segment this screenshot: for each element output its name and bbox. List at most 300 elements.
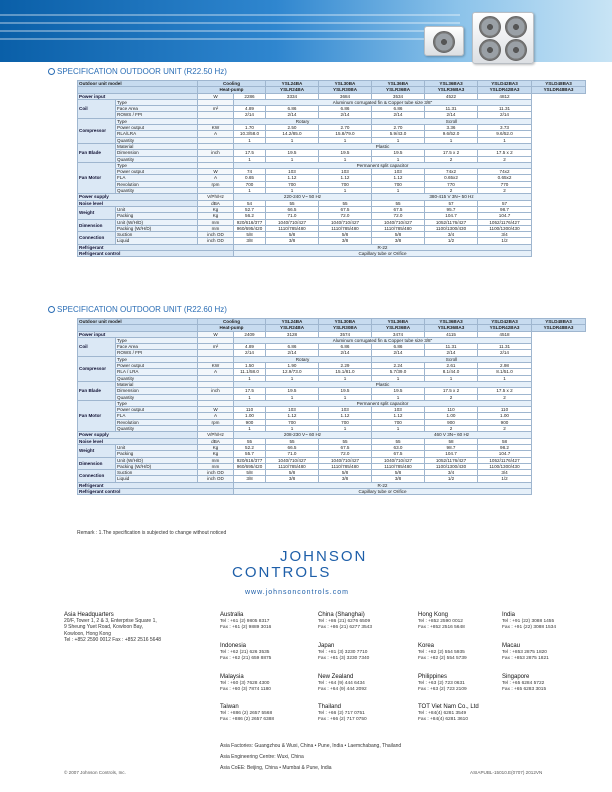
cell: 2	[478, 394, 532, 400]
cell: 9.6/52.0	[478, 131, 532, 137]
remark-text: Remark : 1.The specification is subjected to change without noticed	[77, 530, 227, 536]
cell: YSL30BA	[319, 319, 372, 325]
cell: rpm	[198, 419, 234, 425]
cell: 1.70	[234, 125, 266, 131]
cell: 58	[425, 438, 478, 444]
cell: Refrigerant	[78, 244, 234, 250]
cell: 960/695/420	[234, 225, 266, 231]
cell: YSL36BA3	[425, 319, 478, 325]
cell: 700	[319, 181, 372, 187]
cell: 2/14	[319, 350, 372, 356]
cell: YSL24BA	[266, 81, 319, 87]
cell: 3/8	[266, 238, 319, 244]
office-block: Malaysia Tel : +60 (3) 7628 4300 Fax : +60 (3) 7874 1180	[220, 674, 271, 692]
cell: 1	[319, 156, 372, 162]
cell: 1	[319, 375, 372, 381]
cell: 52.7	[234, 206, 266, 212]
cell: 2.70	[319, 125, 372, 131]
cell: 95.7	[425, 206, 478, 212]
cell: Quantity	[116, 156, 198, 162]
cell: 11.31	[478, 106, 532, 112]
cell: 2/14	[425, 112, 478, 118]
cell: Power supply	[78, 432, 198, 438]
asia-coee: Asia CoEE: Beijing, China • Mumbai & Pune, India	[220, 765, 332, 771]
cell: inch OD	[198, 470, 234, 476]
cell: mm	[198, 457, 234, 463]
cell: Unit (W/H/D)	[116, 457, 198, 463]
section-title-60hz: SPECIFICATION OUTDOOR UNIT (R22.60 Hz)	[48, 305, 227, 314]
cell: 1040/710/427	[266, 219, 319, 225]
cell: 2/14	[234, 350, 266, 356]
cell: 104.7	[478, 213, 532, 219]
cell: Revolution	[116, 419, 198, 425]
cell: 1040/710/427	[319, 457, 372, 463]
cell: inch	[198, 388, 234, 394]
cell: 110	[425, 407, 478, 413]
cell: 2	[425, 156, 478, 162]
cell: 3/4	[478, 232, 532, 238]
cell: KW	[198, 125, 234, 131]
cell: 700	[372, 419, 425, 425]
cell: Fan Motor	[78, 162, 116, 193]
cell: mm	[198, 225, 234, 231]
cell: Dimension	[116, 150, 198, 156]
cell: Connection	[78, 232, 116, 245]
cell: Type	[116, 337, 198, 343]
cell: 2/14	[234, 112, 266, 118]
cell: YSL36BA	[372, 81, 425, 87]
cell: V/Ph/Hz	[198, 432, 234, 438]
cell: A	[198, 369, 234, 375]
cell: 2	[478, 156, 532, 162]
cell: 19.5	[372, 150, 425, 156]
cell: Capillary tube or Orifice	[234, 489, 532, 495]
cell: 66.5	[266, 206, 319, 212]
cell: Kg	[198, 444, 234, 450]
cell: YSLDR42BA3	[478, 87, 532, 93]
cell: 55	[234, 438, 266, 444]
cell: Fan Blade	[78, 381, 116, 400]
cell: YSLD48BA3	[532, 81, 586, 87]
cell: 110	[234, 407, 266, 413]
cell: Packing (W/H/D)	[116, 463, 198, 469]
cell: mm	[198, 219, 234, 225]
cell: Liquid	[116, 476, 198, 482]
cell: 2/14	[372, 112, 425, 118]
cell: dBA	[198, 438, 234, 444]
cell: 1110/785/480	[266, 463, 319, 469]
cell: 1	[372, 156, 425, 162]
office-block: Thailand Tel : +66 (2) 717 0751 Fax : +66 (2) 717 0750	[318, 704, 367, 722]
cell: 17.5	[234, 388, 266, 394]
cell: KW	[198, 363, 234, 369]
cell: 6.86	[372, 344, 425, 350]
cell: 900	[478, 419, 532, 425]
cell: 3/4	[425, 470, 478, 476]
cell: 3574	[319, 331, 372, 337]
cell: 57	[425, 200, 478, 206]
cell: Kg	[198, 451, 234, 457]
cell: 104.7	[478, 451, 532, 457]
cell: Scroll	[372, 118, 532, 124]
cell: 19.5	[319, 388, 372, 394]
cell: 900	[234, 419, 266, 425]
cell: A	[198, 413, 234, 419]
cell: Aluminum corrugated fin & Copper tube size 3/8"	[234, 337, 532, 343]
cell: W	[198, 93, 234, 99]
cell: m²	[198, 344, 234, 350]
cell: Power supply	[78, 194, 198, 200]
cell: YSL30BA	[319, 81, 372, 87]
cell: 66.5	[266, 444, 319, 450]
cell: Compressor	[78, 356, 116, 381]
cell: mm	[198, 463, 234, 469]
cell: inch OD	[198, 232, 234, 238]
office-block: Singapore Tel : +65 6284 5722 Fax : +65 6283 3015	[502, 674, 547, 692]
cell: 4522	[425, 93, 478, 99]
cell: ROWS / FPI	[116, 112, 198, 118]
cell: Power output	[116, 363, 198, 369]
cell: 4115	[425, 331, 478, 337]
cell: 8.1/44.0	[425, 369, 478, 375]
cell: 2.24	[372, 363, 425, 369]
cell: 5/8	[319, 232, 372, 238]
cell: 1.90	[266, 363, 319, 369]
cell: rpm	[198, 181, 234, 187]
cell: ROWS / FPI	[116, 350, 198, 356]
cell: 17.5 x 2	[425, 150, 478, 156]
cell: 56.2	[234, 213, 266, 219]
cell: Packing (W/H/D)	[116, 225, 198, 231]
cell: Power output	[116, 407, 198, 413]
cell: 54	[234, 200, 266, 206]
cell: 55.7	[234, 451, 266, 457]
cell: 5.9/43.0	[372, 131, 425, 137]
cell: Type	[116, 118, 198, 124]
cell: 2.29	[319, 363, 372, 369]
cell: 1	[319, 137, 372, 143]
cell: 1.00	[425, 413, 478, 419]
office-block: Indonesia Tel : +62 (21) 626 3535 Fax : +62 (21) 659 8875	[220, 643, 272, 661]
cell: Type	[116, 400, 198, 406]
cell: 1.12	[319, 175, 372, 181]
cell: Power input	[78, 331, 198, 337]
cell: 1110/785/480	[319, 225, 372, 231]
cell: 103	[266, 407, 319, 413]
cell: 103	[319, 407, 372, 413]
cell: 55	[372, 438, 425, 444]
cell: Plastic	[234, 143, 532, 149]
cell: 5/8	[234, 232, 266, 238]
cell: inch OD	[198, 476, 234, 482]
cell: 6.86	[319, 344, 372, 350]
cell: YSL24BA	[266, 319, 319, 325]
cell: YSLR36BA3	[425, 325, 478, 331]
cell: 1100/1300/430	[478, 463, 532, 469]
cell: 17.5 x 2	[425, 388, 478, 394]
cell: 71.0	[266, 451, 319, 457]
office-block: India Tel : +91 (22) 3088 1455 Fax : +91 (22) 3088 1534	[502, 612, 557, 630]
cell: Quantity	[116, 394, 198, 400]
cell: Face Area	[116, 344, 198, 350]
cell: 17.5 x 2	[478, 150, 532, 156]
cell: 58	[478, 438, 532, 444]
cell: 1.12	[372, 175, 425, 181]
cell: 2.70	[372, 125, 425, 131]
cell: YSL36BA3	[425, 81, 478, 87]
office-block: Hong Kong Tel : +852 2590 0012 Fax : +852 2516 5648	[418, 612, 465, 630]
cell: 9.6/52.0	[425, 131, 478, 137]
cell: Quantity	[116, 375, 198, 381]
office-block: New Zealand Tel : +64 (9) 444 6434 Fax : +64 (9) 444 2092	[318, 674, 367, 692]
cell: 11.31	[478, 344, 532, 350]
cell: 1040/710/427	[372, 219, 425, 225]
cell: YSLR36BA3	[425, 87, 478, 93]
cell: W	[198, 407, 234, 413]
cell: 14.2/85.0	[266, 131, 319, 137]
cell: Dimension	[116, 388, 198, 394]
office-block: Korea Tel : +82 (2) 554 5935 Fax : +82 (2) 554 5739	[418, 643, 467, 661]
cell: 2	[425, 188, 478, 194]
asia-engineering: Asia Engineering Centre: Wuxi, China	[220, 754, 304, 760]
cell: Connection	[78, 470, 116, 483]
cell: inch OD	[198, 238, 234, 244]
cell: 2/14	[478, 350, 532, 356]
cell: 103	[319, 169, 372, 175]
cell: YSLR30BA	[319, 325, 372, 331]
cell: 67.5	[372, 451, 425, 457]
cell: 6.86	[266, 106, 319, 112]
cell: 1	[319, 426, 372, 432]
cell: 74x2	[478, 169, 532, 175]
cell: 770	[425, 181, 478, 187]
cell: Dimension	[78, 457, 116, 470]
office-block: China (Shanghai) Tel : +86 (21) 6276 6509 Fax : +86 (21) 6277 3543	[318, 612, 373, 630]
cell: Capillary tube or Orifice	[234, 251, 532, 257]
cell: W	[198, 169, 234, 175]
cell: Aluminum corrugated fin & Copper tube size 3/8"	[234, 99, 532, 105]
section-title-50hz: SPECIFICATION OUTDOOR UNIT (R22.50 Hz)	[48, 67, 227, 76]
cell: 1	[319, 188, 372, 194]
cell: 5/8	[319, 470, 372, 476]
cell: 2	[425, 426, 478, 432]
cell: YSLDR48BA3	[532, 87, 586, 93]
cell: Coil	[78, 337, 116, 356]
cell: 72.0	[319, 451, 372, 457]
cell: 15.1/81.0	[319, 369, 372, 375]
cell: 460 V 3N~ 60 Hz	[372, 432, 532, 438]
cell: Cooling	[198, 81, 266, 87]
cell: Dimension	[78, 219, 116, 232]
cell: Packing	[116, 451, 198, 457]
cell: 1052/1176/427	[425, 457, 478, 463]
cell: YSL36BA	[372, 319, 425, 325]
cell: YSLR30BA	[319, 87, 372, 93]
doc-code: ASIAPUBL-15010.E(0707) 2012VN	[470, 770, 543, 775]
office-block: Taiwan Tel : +886 (2) 2657 5568 Fax : +886 (2) 2657 6388	[220, 704, 275, 722]
cell: Noise level	[78, 438, 198, 444]
cell: 700	[372, 181, 425, 187]
cell: 67.5	[319, 206, 372, 212]
asia-factories: Asia Factories: Guangzhou & Wuxi, China • Pune, India • Laemchabang, Thailand	[220, 743, 402, 749]
cell: 1.00	[478, 413, 532, 419]
bullet-icon	[48, 68, 55, 75]
cell: 1/2	[425, 476, 478, 482]
cell: A	[198, 175, 234, 181]
cell: 1	[372, 394, 425, 400]
cell: 2/14	[478, 112, 532, 118]
cell: 4.89	[234, 344, 266, 350]
cell: 3/8	[234, 476, 266, 482]
cell: 6.86	[266, 344, 319, 350]
cell: 700	[319, 419, 372, 425]
cell: 700	[266, 181, 319, 187]
office-block: Philippines Tel : +63 (2) 723 0631 Fax : +63 (2) 723 2109	[418, 674, 467, 692]
cell: Weight	[78, 444, 116, 457]
cell: 1	[372, 375, 425, 381]
cell: Packing	[116, 213, 198, 219]
cell: Coil	[78, 99, 116, 118]
cell: 1040/710/427	[372, 457, 425, 463]
cell: YSLR24BA	[266, 87, 319, 93]
cell: 1	[372, 137, 425, 143]
cell: R-22	[234, 482, 532, 488]
cell: 1	[266, 188, 319, 194]
cell: 74x2	[425, 169, 478, 175]
cell: 1/2	[478, 238, 532, 244]
cell: 920/616/377	[234, 219, 266, 225]
cell: Unit (W/H/D)	[116, 219, 198, 225]
cell: 3534	[372, 93, 425, 99]
cell: Type	[116, 356, 198, 362]
cell: 2	[478, 188, 532, 194]
cell: 3/8	[372, 238, 425, 244]
cell: 57	[478, 200, 532, 206]
cell: 55	[319, 438, 372, 444]
cell: 55	[372, 200, 425, 206]
cell: 1	[266, 394, 319, 400]
cell: 1	[234, 156, 266, 162]
cell: 2/14	[425, 350, 478, 356]
cell: W	[198, 331, 234, 337]
cell: Suction	[116, 232, 198, 238]
cell: YSLR24BA	[266, 325, 319, 331]
spec-table-50hz	[77, 80, 586, 257]
cell: Permanent split capacitor	[234, 162, 532, 168]
cell: Plastic	[234, 381, 532, 387]
cell: 67.5	[319, 444, 372, 450]
row-refrigerant-control	[78, 489, 586, 495]
cell: 104.7	[425, 451, 478, 457]
cell: Rotary	[234, 356, 372, 362]
cell: R-22	[234, 244, 532, 250]
cell: 208-230 V~ 60 Hz	[234, 432, 372, 438]
cell: 3684	[319, 93, 372, 99]
cell: FLA	[116, 175, 198, 181]
cell: 1/2	[425, 238, 478, 244]
cell: 1	[319, 394, 372, 400]
cell: 3.73	[478, 125, 532, 131]
cell: 1	[234, 426, 266, 432]
cell: 17.5	[234, 150, 266, 156]
cell: 1100/1300/430	[425, 225, 478, 231]
cell: Face Area	[116, 106, 198, 112]
cell: 1040/710/427	[319, 219, 372, 225]
cell: 103	[266, 169, 319, 175]
cell: 2	[478, 426, 532, 432]
cell: dBA	[198, 200, 234, 206]
cell: 55	[266, 200, 319, 206]
cell: Outdoor unit model	[78, 319, 198, 325]
cell: 0.65	[234, 175, 266, 181]
cell: 98.7	[478, 206, 532, 212]
cell: 1	[266, 137, 319, 143]
cell: 1040/710/427	[266, 457, 319, 463]
cell: 1052/1176/427	[425, 219, 478, 225]
cell: YSLDR42BA3	[478, 325, 532, 331]
cell: Noise level	[78, 200, 198, 206]
cell: 1.12	[266, 413, 319, 419]
cell: Unit	[116, 206, 198, 212]
office-block: Japan Tel : +81 (3) 3230 7710 Fax : +81 (3) 3230 7340	[318, 643, 370, 661]
cell: Power input	[78, 93, 198, 99]
cell: 3/4	[478, 470, 532, 476]
cell: 1.00	[234, 413, 266, 419]
cell: 5/8	[266, 470, 319, 476]
cell: 74	[234, 169, 266, 175]
cell: 11.31	[425, 106, 478, 112]
office-block: Macau Tel : +853 2875 1820 Fax : +853 2875 1821	[502, 643, 549, 661]
cell: 1	[234, 375, 266, 381]
cell: Heat-pump	[198, 87, 266, 93]
cell: 55	[266, 438, 319, 444]
cell: 2409	[234, 331, 266, 337]
cell: 1	[234, 188, 266, 194]
cell: 1	[478, 137, 532, 143]
cell: Heat-pump	[198, 325, 266, 331]
cell: 2.61	[425, 363, 478, 369]
cell: 6.86	[372, 106, 425, 112]
cell: 4812	[478, 93, 532, 99]
cell: Revolution	[116, 181, 198, 187]
cell: 920/616/377	[234, 457, 266, 463]
cell: 2/14	[319, 112, 372, 118]
cell: 19.5	[372, 388, 425, 394]
cell: Suction	[116, 470, 198, 476]
johnson-controls-logo: JOHNSON CONTROLS	[232, 548, 368, 581]
cell: Unit	[116, 444, 198, 450]
cell: 1	[372, 426, 425, 432]
cell: 1.50	[234, 363, 266, 369]
cell: V/Ph/Hz	[198, 194, 234, 200]
cell: 3.36	[425, 125, 478, 131]
asia-headquarters: Asia Headquarters 20/F, Tower 1, 2 & 3, Enterprise Square 1, 9 Sheung Yuet Road, Kowloon Bay, Kowloon, Hong Kong Tel : +852 2590 0012 Fax : +852 2516 5648	[64, 612, 162, 643]
cell: Liquid	[116, 238, 198, 244]
cell: 3/8	[266, 476, 319, 482]
row-refrigerant-control	[78, 251, 586, 257]
cell: 1	[234, 394, 266, 400]
cell: 1110/785/480	[372, 463, 425, 469]
cell: 1	[425, 137, 478, 143]
cell: YSLD42BA3	[478, 81, 532, 87]
cell: 960/695/420	[234, 463, 266, 469]
cell: 1.12	[266, 175, 319, 181]
cell: 72.0	[372, 213, 425, 219]
cell: 2/14	[266, 112, 319, 118]
cell: Quantity	[116, 188, 198, 194]
cell: 12.9/73.0	[266, 369, 319, 375]
cell: 2	[425, 394, 478, 400]
